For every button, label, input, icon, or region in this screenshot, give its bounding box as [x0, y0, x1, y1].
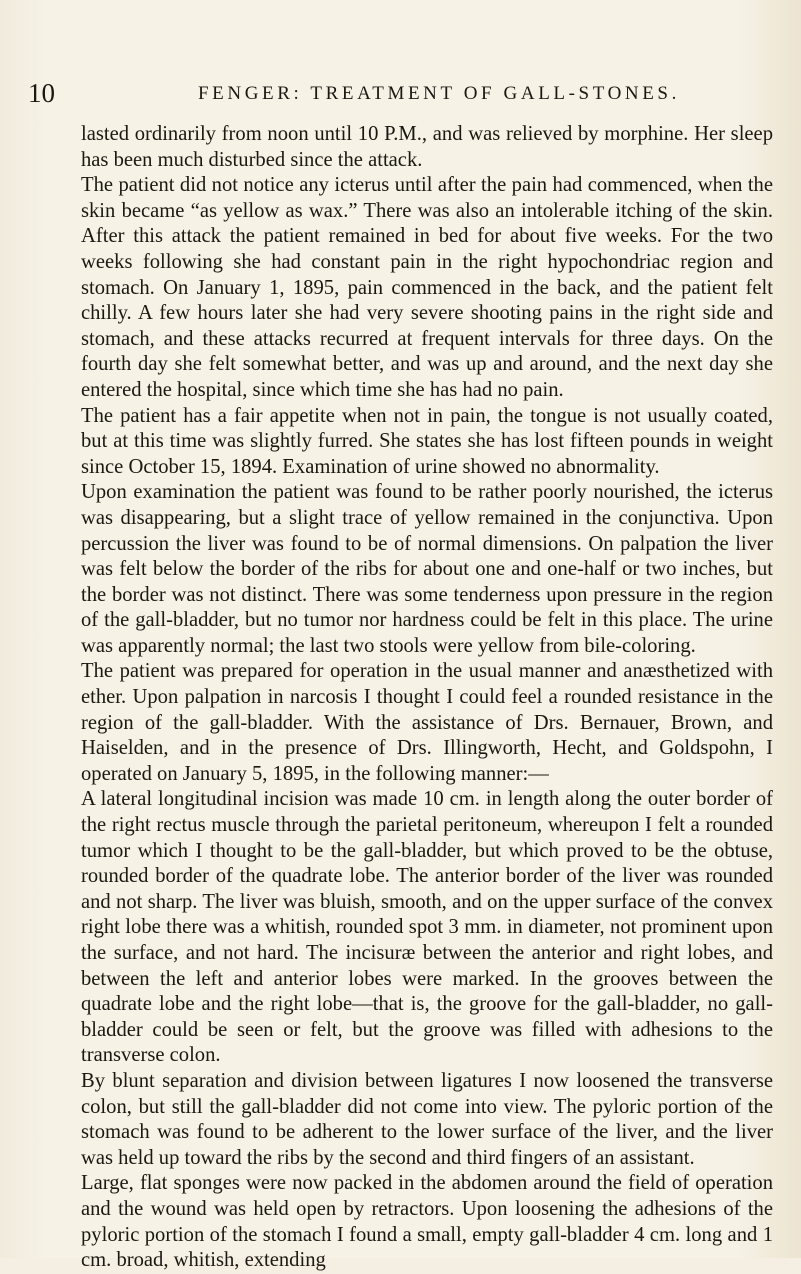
running-head: FENGER: TREATMENT OF GALL-STONES. [198, 83, 680, 104]
paragraph: A lateral longitudinal incision was made 10 cm. in length along the outer border of the right rectus muscle through the parietal peritoneum, whereupon I felt a rounded tumor which I thought to be the gall-bladder, but which proved to be the obtuse, rounded border of the quadrate lobe. The anterior border of the liver was rounded and not sharp. The liver was bluish, smooth, and on the upper surface of the convex right lobe there was a whitish, rounded spot 3 mm. in diameter, not prominent upon the surface, and not hard. The incisuræ between the anterior and right lobes, and between the left and anterior lobes were marked. In the grooves between the quadrate lobe and the right lobe—that is, the groove for the gall-bladder, no gall-bladder could be seen or felt, but the groove was filled with adhesions to the transverse colon. [81, 788, 773, 1067]
page-number: 10 [28, 78, 55, 108]
paragraph: The patient has a fair appetite when not in pain, the tongue is not usually coated, but at this time was slightly furred. She states she has lost fifteen pounds in weight since October 15, 1894. Examination of urine showed no abnormality. [81, 404, 773, 478]
paragraph: By blunt separation and division between ligatures I now loosened the transverse colon, but still the gall-bladder did not come into view. The pyloric portion of the stomach was found to be adherent to the lower surface of the liver, and the liver was held up toward the ribs by the second and third fingers of an assistant. [81, 1069, 773, 1169]
paragraph: Large, flat sponges were now packed in the abdomen around the field of operation and the wound was held open by retractors. Upon loosening the adhesions of the pyloric portion of the stomach I found a small, empty gall-bladder 4 cm. long and 1 cm. broad, whitish, extending [81, 1172, 773, 1272]
paragraph: The patient was prepared for operation in the usual manner and anæsthetized with ether. Upon palpation in narcosis I thought I could feel a rounded resistance in the region of the gall-bladder. With the assistance of Drs. Bernauer, Brown, and Haiselden, and in the presence of Drs. Illingworth, Hecht, and Goldspohn, I operated on January 5, 1895, in the following manner:— [81, 660, 773, 785]
paragraph: Upon examination the patient was found to be rather poorly nourished, the icterus was disappearing, but a slight trace of yellow remained in the conjunctiva. Upon percussion the liver was found to be of normal dimensions. On palpation the liver was felt below the border of the ribs for about one and one-half or two inches, but the border was not distinct. There was some tenderness upon pressure in the region of the gall-bladder, but no tumor nor hardness could be felt in this place. The urine was apparently normal; the last two stools were yellow from bile-coloring. [81, 481, 773, 657]
paragraph: lasted ordinarily from noon until 10 P.M., and was relieved by morphine. Her sleep has been much disturbed since the attack. [81, 123, 773, 171]
body-text [81, 122, 773, 1274]
page-header [28, 78, 768, 108]
paragraph: The patient did not notice any icterus until after the pain had commenced, when the skin became “as yellow as wax.” There was also an intolerable itching of the skin. After this attack the patient remained in bed for about five weeks. For the two weeks following she had constant pain in the right hypochondriac region and stomach. On January 1, 1895, pain commenced in the back, and the patient felt chilly. A few hours later she had very severe shooting pains in the right side and stomach, and these attacks recurred at frequent intervals for three days. On the fourth day she felt somewhat better, and was up and around, and the next day she entered the hospital, since which time she has had no pain. [81, 174, 773, 401]
